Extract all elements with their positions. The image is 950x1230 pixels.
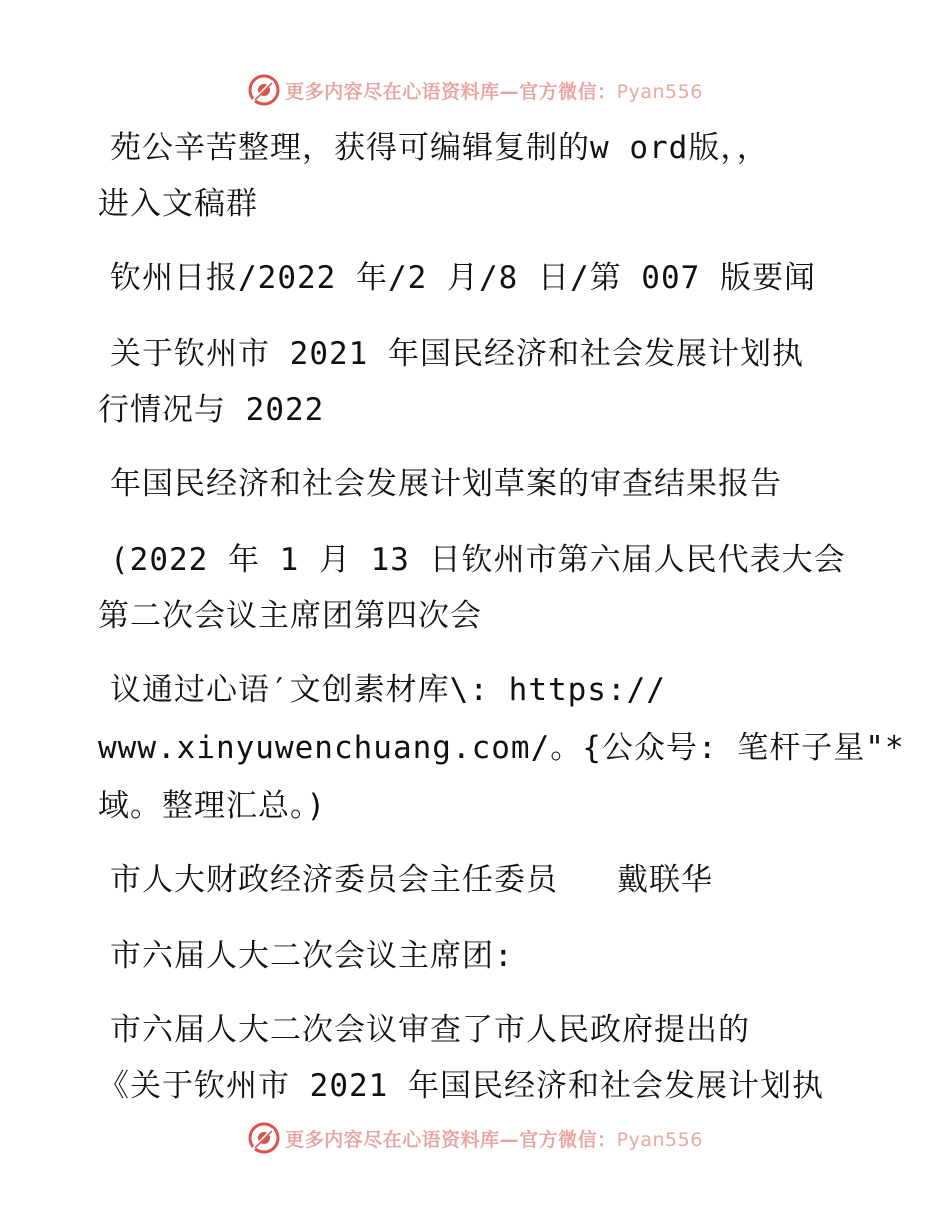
footer-watermark-banner	[0, 1118, 950, 1158]
text-line: 第二次会议主席团第四次会	[98, 598, 482, 634]
footer-watermark-text: 更多内容尽在心语资料库—官方微信：Pyan556	[285, 1128, 703, 1151]
text-line: 《关于钦州市 2021 年国民经济和社会发展计划执	[98, 1068, 824, 1104]
text-line: 关于钦州市 2021 年国民经济和社会发展计划执	[110, 336, 804, 372]
header-watermark-text: 更多内容尽在心语资料库—官方微信：Pyan556	[285, 80, 703, 103]
logo-icon	[247, 1121, 281, 1155]
text-line: (2022 年 1 月 13 日钦州市第六届人民代表大会	[110, 542, 846, 578]
text-line: 进入文稿群	[98, 186, 258, 222]
text-line: 域。整理汇总。)	[98, 788, 327, 824]
text-line: 钦州日报/2022 年/2 月/8 日/第 007 版要闻	[110, 260, 816, 296]
text-line: www.xinyuwenchuang.com/。{公众号: 笔杆子星"*	[98, 730, 905, 766]
logo-icon	[247, 73, 281, 107]
text-line: 苑公辛苦整理，获得可编辑复制的w ord版，，	[110, 130, 769, 166]
text-line: 市六届人大二次会议审查了市人民政府提出的	[110, 1012, 750, 1048]
text-line: 年国民经济和社会发展计划草案的审查结果报告	[110, 466, 782, 502]
text-line: 议通过心语′文创素材库\: https://	[110, 672, 666, 708]
text-line: 行情况与 2022	[98, 392, 325, 428]
text-line: 市六届人大二次会议主席团:	[110, 938, 514, 974]
header-watermark-banner	[0, 70, 950, 110]
text-line: 市人大财政经济委员会主任委员 戴联华	[110, 862, 713, 898]
